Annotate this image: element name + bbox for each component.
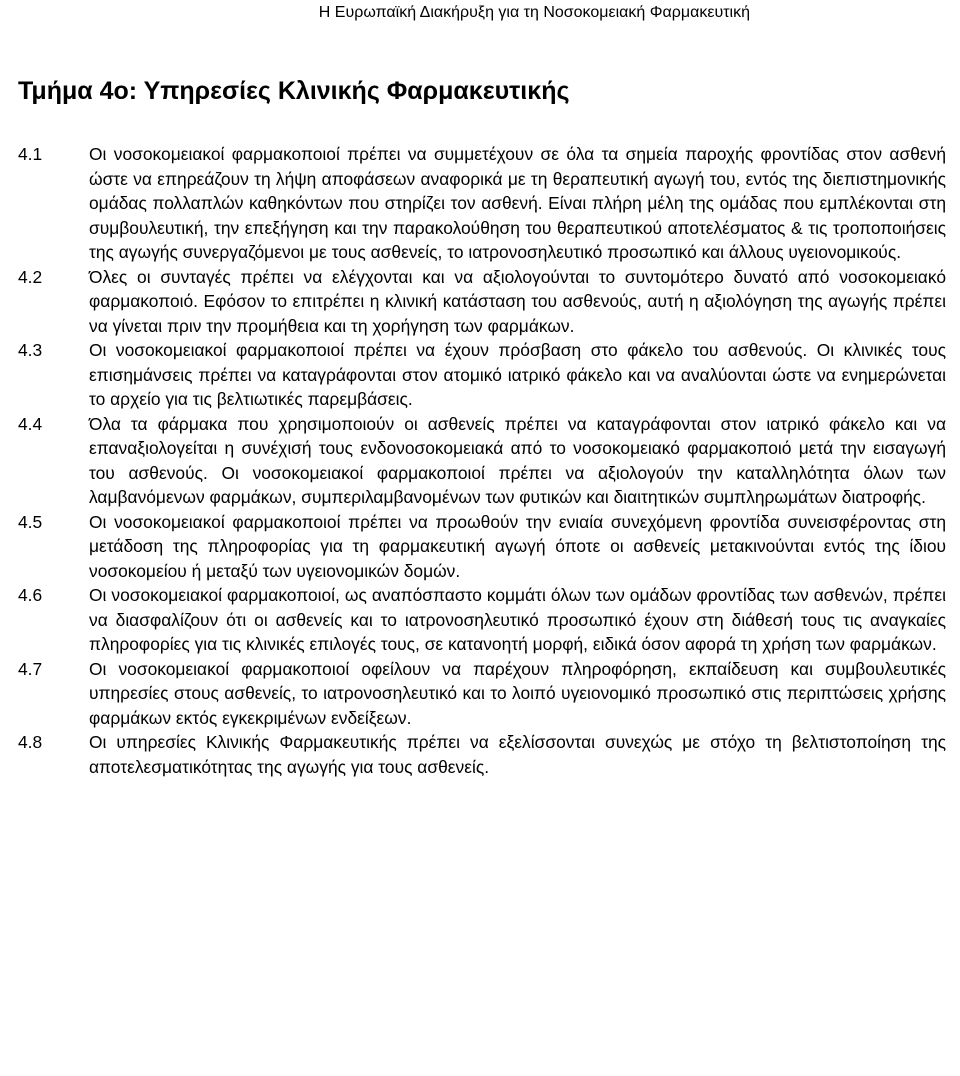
item-text: Οι νοσοκομειακοί φαρμακοποιοί πρέπει να προωθούν την ενιαία συνεχόμενη φροντίδα συνεισφέροντας στη μετάδοση της πληροφορίας για τη φαρμακευτική αγωγή όποτε οι ασθενείς μετακινούνται εντός της ίδιου νοσοκομείου ή μεταξύ των υγειονομικών δομών. (89, 511, 946, 581)
section-title: Τμήμα 4ο: Υπηρεσίες Κλινικής Φαρμακευτικής (18, 77, 570, 105)
list-item (18, 657, 946, 731)
list-item (18, 510, 946, 584)
item-text: Όλες οι συνταγές πρέπει να ελέγχονται και να αξιολογούνται το συντομότερο δυνατό από νοσοκομειακό φαρμακοποιό. Εφόσον το επιτρέπει η κλινική κατάσταση του ασθενούς, αυτή η αξιολόγηση της αγωγής πρέπει να γίνεται πριν την προμήθεια και τη χορήγηση των φαρμάκων. (89, 266, 946, 336)
list-item (18, 730, 946, 779)
list-item (18, 338, 946, 412)
item-number: 4.4 (18, 413, 43, 434)
item-text: Όλα τα φάρμακα που χρησιμοποιούν οι ασθενείς πρέπει να καταγράφονται στον ιατρικό φάκελο και να επαναξιολογείται η συνέχισή τους ενδονοσοκομειακά από το νοσοκομειακό φαρμακοποιό μετά την εισαγωγή του ασθενούς. Οι νοσοκομειακοί φαρμακοποιοί πρέπει να αξιολογούν την καταλληλότητα όλων των λαμβανόμενων φαρμάκων, συμπεριλαμβανομένων των φυτικών και διαιτητικών συμπληρωμάτων διατροφής. (89, 413, 946, 507)
item-text: Οι νοσοκομειακοί φαρμακοποιοί, ως αναπόσπαστο κομμάτι όλων των ομάδων φροντίδας των ασθενών, πρέπει να διασφαλίζουν ότι οι ασθενείς και το ιατρονοσηλευτικό προσωπικό έχουν στη διάθεσή τους τις αναγκαίες πληροφορίες για τις κλινικές επιλογές τους, σε κατανοητή μορφή, ειδικά όσον αφορά τη χρήση των φαρμάκων. (89, 585, 946, 654)
item-text: Οι νοσοκομειακοί φαρμακοποιοί πρέπει να έχουν πρόσβαση στο φάκελο του ασθενούς. Οι κλινικές τους επισημάνσεις πρέπει να καταγράφονται στον ατομικό ιατρικό φάκελο και να αναλύονται ώστε να ενημερώνεται το αρχείο για τις βελτιωτικές παρεμβάσεις. (89, 340, 946, 409)
item-number: 4.2 (18, 266, 43, 287)
numbered-item-list (18, 142, 946, 779)
item-text: Οι υπηρεσίες Κλινικής Φαρμακευτικής πρέπει να εξελίσσονται συνεχώς με στόχο τη βελτιστοποίηση της αποτελεσματικότητας της αγωγής για τους ασθενείς. (89, 732, 946, 777)
item-number: 4.8 (18, 732, 43, 752)
item-text: Οι νοσοκομειακοί φαρμακοποιοί οφείλουν να παρέχουν πληροφόρηση, εκπαίδευση και συμβουλευτικές υπηρεσίες στους ασθενείς, το ιατρονοσηλευτικό και το λοιπό υγειονομικό προσωπικό στις περιπτώσεις χρήσης φαρμάκων εκτός εγκεκριμένων ενδείξεων. (89, 658, 946, 728)
item-number: 4.3 (18, 340, 43, 360)
item-number: 4.5 (18, 511, 43, 532)
item-number: 4.7 (18, 658, 43, 679)
list-item (18, 265, 946, 339)
item-text: Οι νοσοκομειακοί φαρμακοποιοί πρέπει να συμμετέχουν σε όλα τα σημεία παροχής φροντίδας στον ασθενή ώστε να επηρεάζουν τη λήψη αποφάσεων αναφορικά με τη θεραπευτική αγωγή του, εντός της διεπιστημονικής ομάδας πολλαπλών καθηκόντων που στηρίζει τον ασθενή. Είναι πλήρη μέλη της ομάδας που εμπλέκονται στη συμβουλευτική, την επεξήγηση και την παρακολούθηση του θεραπευτικού αποτελέσματος & τις τροποποιήσεις της αγωγής συνεργαζόμενοι με τους ασθενείς, το ιατρονοσηλευτικό προσωπικό και άλλους υγειονομικούς. (89, 144, 946, 262)
running-header: Η Ευρωπαϊκή Διακήρυξη για τη Νοσοκομειακή Φαρμακευτική (318, 4, 750, 21)
list-item (18, 412, 946, 510)
list-item (18, 142, 946, 265)
item-number: 4.6 (18, 585, 43, 605)
item-number: 4.1 (18, 144, 43, 164)
list-item (18, 583, 946, 657)
